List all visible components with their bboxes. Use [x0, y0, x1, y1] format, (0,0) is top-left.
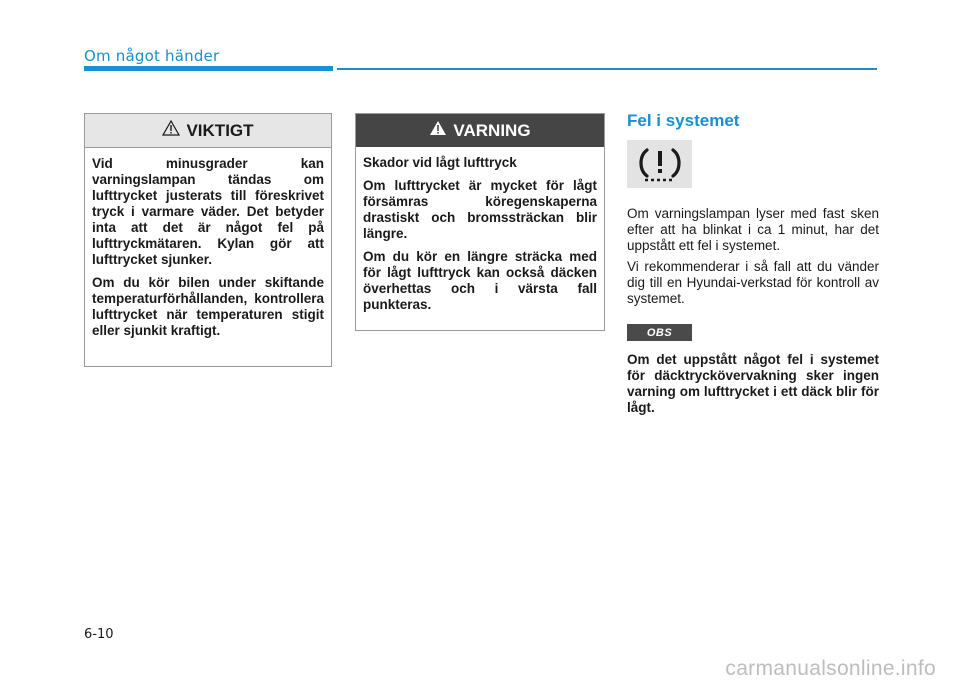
warning-outline-icon [162, 120, 180, 141]
warning-filled-icon [429, 120, 447, 141]
varning-header [356, 114, 604, 147]
viktigt-body [85, 148, 331, 352]
varning-box [355, 113, 605, 331]
viktigt-header [85, 114, 331, 148]
varning-paragraph: Om lufttrycket är mycket för lågt försämras köregenskaperna drastiskt och bromssträckan blir längre. [363, 178, 597, 241]
tpms-warning-icon [627, 140, 692, 188]
fel-title: Fel i systemet [627, 111, 740, 130]
section-title: Om något händer [84, 47, 220, 65]
watermark: carmanualsonline.info [725, 657, 936, 680]
fel-paragraph: Om varningslampan lyser med fast sken efter att ha blinkat i ca 1 minut, har det uppstått ett fel i systemet. [627, 206, 879, 253]
varning-body [356, 147, 604, 326]
varning-paragraph: Om du kör en längre sträcka med för lågt lufttryck kan också däcken överhettas och i värsta fall punkteras. [363, 249, 597, 312]
obs-badge: OBS [627, 324, 692, 341]
viktigt-box [84, 113, 332, 367]
header-rule-thin [337, 68, 877, 70]
fel-paragraph: Vi rekommenderar i så fall att du vänder dig till en Hyundai-verkstad för kontroll av systemet. [627, 259, 879, 306]
header-rule-thick [84, 66, 333, 71]
viktigt-paragraph: Vid minusgrader kan varningslampan tändas om lufttrycket justerats till föreskrivet tryck i varmare väder. Det betyder inta att det är något fel på lufttryckmätaren. Kylan gör att lufttrycket sjunker. [92, 156, 324, 267]
page-number: 6-10 [84, 627, 114, 642]
viktigt-paragraph: Om du kör bilen under skiftande temperaturförhållanden, kontrollera lufttrycket när temperaturen stigit eller sjunkit kraftigt. [92, 275, 324, 338]
varning-subtitle: Skador vid lågt lufttryck [363, 155, 517, 170]
viktigt-title: VIKTIGT [186, 120, 254, 140]
obs-text: Om det uppstått något fel i systemet för däcktryckövervakning sker ingen varning om lufttrycket i ett däck blir för lågt. [627, 352, 879, 415]
varning-title: VARNING [453, 120, 531, 140]
